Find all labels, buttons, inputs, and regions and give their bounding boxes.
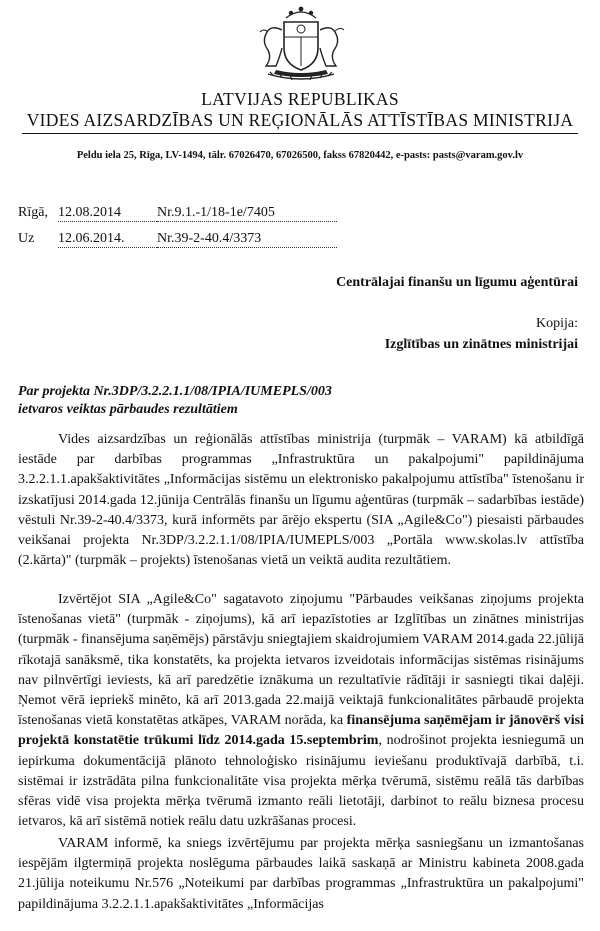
contact-line: Peldu iela 25, Rīga, LV-1494, tālr. 67026470, 67026500, fakss 67820442, e-pasts: pasts@varam.gov.lv bbox=[76, 150, 524, 161]
ministry-title: VIDES AIZSARDZĪBAS UN REĢIONĀLĀS ATTĪSTĪBAS MINISTRIJA bbox=[26, 110, 574, 130]
paragraph-2-text-a: Izvērtējot SIA „Agile&Co" sagatavoto ziņojumu "Pārbaudes veikšanas ziņojums projekta īstenošanas vietā" (turpmāk - ziņojums), kā arī iepazīstoties ar Izglītības un zinātnes ministrijas (turpmāk - finansējuma saņēmējs) pārstāvju sniegtajiem skaidrojumiem VARAM 2014.gada 22.jūlijā rīkotajā sanāksmē, tika konstatēts, ka projekta ietvaros izveidotais informācijas sistēmas risinājums nav pilnvērtīgi ieviests, kā arī paredzētie iznākuma un rezultatīvie rādītāji ir sasniegti tikai daļēji. Ņemot vērā iepriekš minēto, kā arī 2013.gada 22.maijā veiktajā funkcionalitātes pārbaudē projekta īstenošanas vietā konstatētas atkāpes, VARAM norāda, ka bbox=[18, 592, 584, 729]
header-divider bbox=[22, 133, 578, 134]
main-recipient: Centrālajai finanšu un līgumu aģentūrai bbox=[336, 275, 578, 290]
paragraph-2-bold-deadline: finansējuma saņēmējam ir jānovērš visi projektā konstatētie trūkumi līdz 2014.gada 15.septembrim bbox=[18, 713, 584, 749]
latvia-coat-of-arms-icon bbox=[246, 4, 356, 84]
body-paragraph-3: VARAM informē, ka sniegs izvērtējumu par projekta mērķa sasniegšanu un izmantošanas iespējām ilgtermiņā projekta noslēguma pārbaudes laikā saskaņā ar Ministru kabineta 2008.gada 21.jūlija noteikumu Nr.576 „Noteikumi par darbības programmas „Infrastruktūra un pakalpojumi" papildinājuma 3.2.2.1.1.apakšaktivitātes „Informācijas bbox=[18, 836, 584, 912]
letter-date: 12.08.2014 bbox=[58, 205, 157, 222]
letter-number: Nr.9.1.-1/18-1e/7405 bbox=[157, 205, 337, 222]
reply-label: Uz bbox=[18, 231, 35, 246]
copy-recipient: Izglītības un zinātnes ministrijai bbox=[384, 337, 578, 352]
place-label: Rīgā, bbox=[18, 205, 48, 220]
reply-reference-line bbox=[18, 231, 337, 248]
body-paragraph-2 bbox=[18, 590, 584, 832]
subject-line-2: ietvaros veiktas pārbaudes rezultātiem bbox=[18, 402, 238, 417]
country-title: LATVIJAS REPUBLIKAS bbox=[201, 89, 399, 109]
copy-label: Kopija: bbox=[536, 316, 578, 331]
paragraph-2-text-b: , nodrošinot projekta iesniegumā un iepirkuma dokumentācijā plānoto tehnoloģisko risinājumu ieviešanu produktīvajā darbībā, t.i. sistēmai ir izstrādāta pilna funkcionalitāte visa projekta mērķa tvērumā, sistēmu reālā tās darbības sfēras vidē visa projekta mērķa tvērumā izmanto reāli lietotāji, darbinot to reālu biznesa procesu ietvaros, kā arī sistēmā notiek reālu datu uzkrāšanas procesi. bbox=[18, 733, 584, 830]
subject-line-1: Par projekta Nr.3DP/3.2.2.1.1/08/IPIA/IUMEPLS/003 bbox=[18, 384, 332, 399]
reference-line bbox=[18, 205, 337, 222]
reply-number: Nr.39-2-40.4/3373 bbox=[157, 231, 337, 248]
subject bbox=[18, 383, 332, 419]
body-paragraph-1: Vides aizsardzības un reģionālās attīstības ministrija (turpmāk – VARAM) kā atbildīgā iestāde par darbības programmas „Infrastruktūra un pakalpojumi" papildinājuma 3.2.2.1.1.apakšaktivitātes „Informācijas sistēmu un elektronisko pakalpojumu attīstība" īstenošanu ir izskatījusi 2014.gada 12.jūnija Centrālās finanšu un līgumu aģentūras (turpmāk – sadarbības iestāde) vēstuli Nr.39-2-40.4/3373, kurā informēts par ārējo ekspertu (SIA „Agile&Co") piesaisti pārbaudes veikšanai projekta Nr.3DP/3.2.2.1.1/08/IPIA/IUMEPLS/003 „Portāla www.skolas.lv attīstība (2.kārta)" (turpmāk – projekts) īstenošanas vietā un veiktā audita rezultātiem. bbox=[18, 432, 584, 569]
reply-date: 12.06.2014. bbox=[58, 231, 157, 248]
